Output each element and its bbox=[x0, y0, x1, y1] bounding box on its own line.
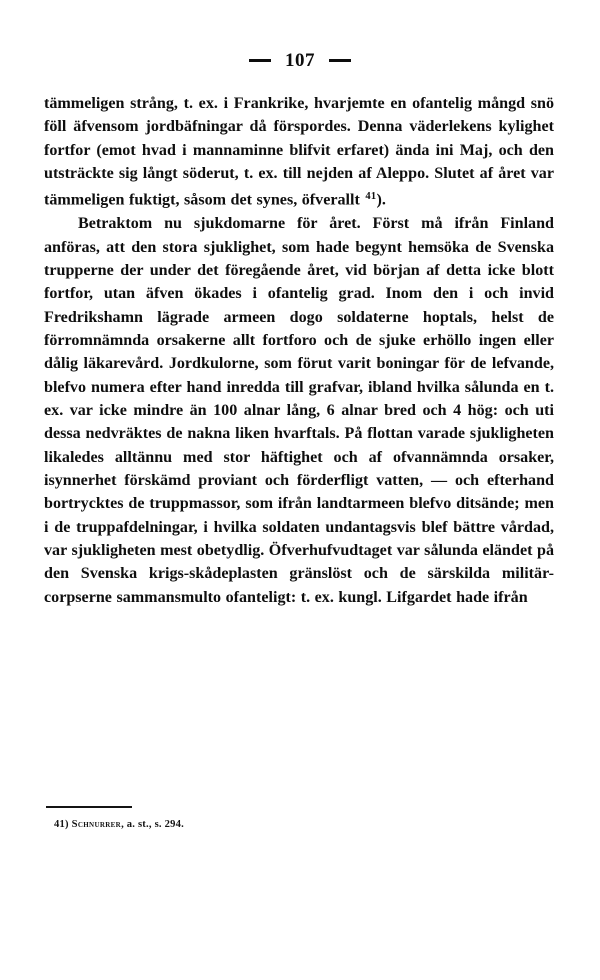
footnote-reference: , a. st., s. 294. bbox=[121, 819, 184, 830]
body-text bbox=[44, 92, 554, 609]
paragraph-diseases bbox=[44, 212, 554, 609]
page-number: 107 bbox=[285, 50, 315, 71]
rule-dash-left bbox=[249, 59, 271, 62]
paragraph-diseases-text: Betraktom nu sjukdomarne för året. Först må ifrån Finland anföras, att den stora sjuklighet, som hade begynt hemsöka de Svenska trupperne der under det föregående året, vid början af detta icke blott fortfor, utan äfven ökades i ofantelig grad. Inom den i och invid Fredrikshamn lägrade armeen dogo soldaterne hoptals, helst de förromnämnda orsakerne allt fortforo och de sjuke erhöllo ingen eller dålig läkarevård. Jordkulorne, som förut varit boningar för de lefvande, blefvo numera efter hand inredda till grafvar, ibland hvilka sålunda en t. ex. var icke mindre än 100 alnar lång, 6 alnar bred och 4 hög: och uti dessa nedvräktes de nakna liken hvarftals. På flottan varade sjukligheten likaledes alltännu med stor häftighet och af ofvannämnda orsaker, isynnerhet förskämd proviant och förderfligt vatten, — och efterhand bortrycktes de truppmassor, som ifrån landtarmeen blefvo ditsände; men i de truppafdelningar, i hvilka soldaten undantagsvis blef bättre vårdad, var sjukligheten mest obetydlig. Öfverhufvudtaget var sålunda eländet på den Svenska krigs-skådeplasten gränslöst och de särskilda militär-corpserne sammansmulto ofanteligt: t. ex. kungl. Lifgardet hade ifrån bbox=[44, 215, 554, 606]
footnote-area bbox=[44, 806, 554, 832]
paragraph-weather-text: tämmeligen strång, t. ex. i Frankrike, hvarjemte en ofantelig mångd snö föll äfvensom jordbäfningar då förspordes. Denna väderlekens kylighet fortfor (emot hvad i mannaminne blifvit erfaret) ända ini Maj, och den utsträckte sig långt söderut, t. ex. till nejden af Aleppo. Slutet af året var tämmeligen fuktigt, såsom det synes, öfverallt bbox=[44, 95, 554, 209]
footnote-reference-41[interactable]: 41 bbox=[365, 191, 377, 203]
footnote-marker: 41) bbox=[54, 819, 69, 830]
paragraph-weather-tail: ). bbox=[376, 191, 386, 209]
footnote-author: Schnurrer bbox=[71, 819, 122, 830]
rule-dash-right bbox=[329, 59, 351, 62]
paragraph-weather bbox=[44, 92, 554, 212]
running-head bbox=[0, 50, 600, 72]
footnote-entry bbox=[44, 818, 554, 832]
footnote-separator-rule bbox=[46, 806, 132, 808]
